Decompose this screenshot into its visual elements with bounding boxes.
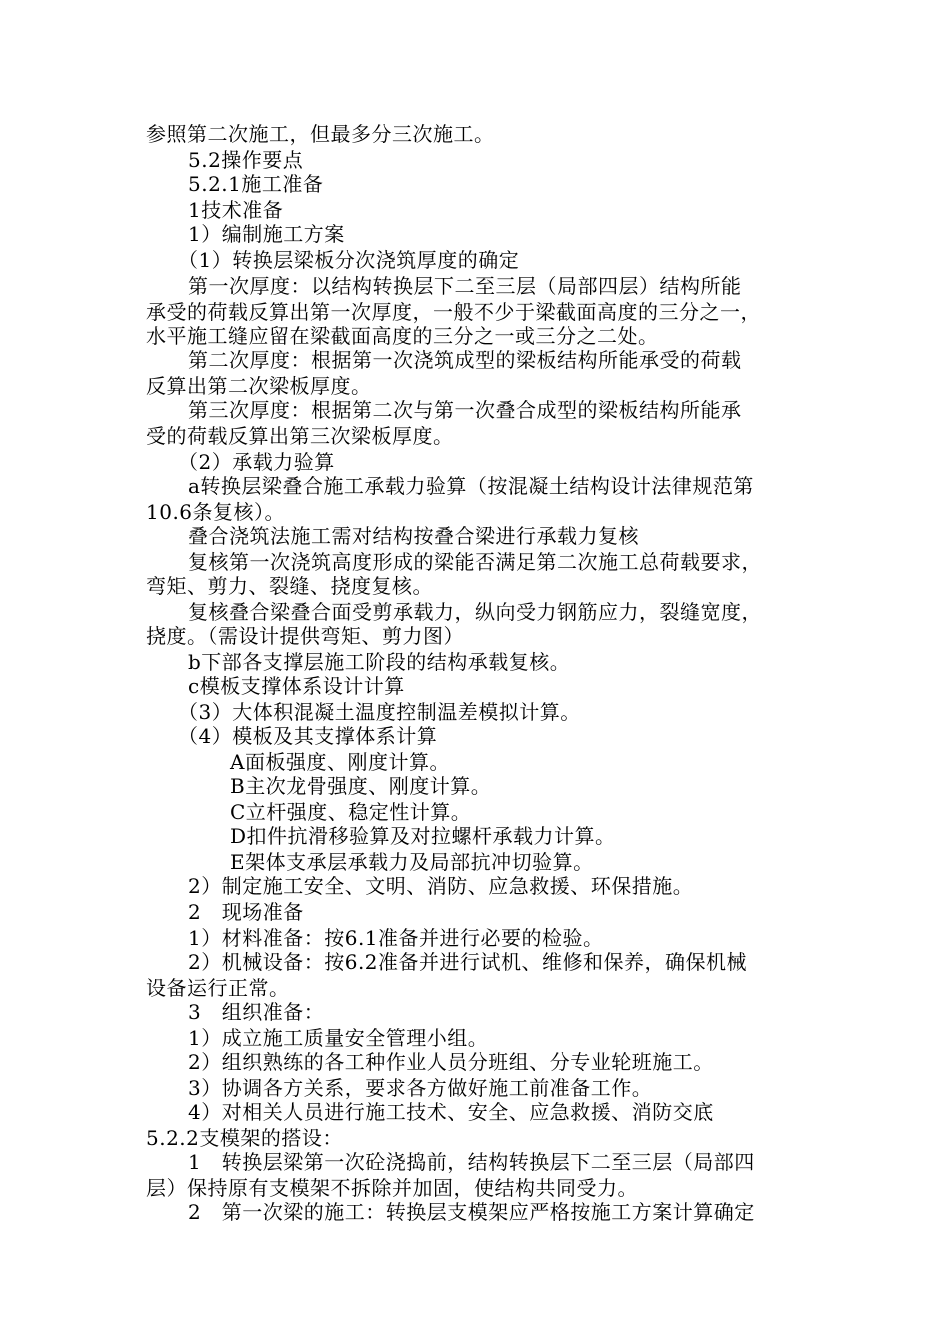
text-line: 2）制定施工安全、文明、消防、应急救援、环保措施。 xyxy=(188,874,694,898)
text-line: a转换层梁叠合施工承载力验算（按混凝土结构设计法律规范第 xyxy=(188,474,754,498)
text-line: 复核叠合梁叠合面受剪承载力，纵向受力钢筋应力，裂缝宽度， xyxy=(188,600,762,624)
list-item: C立杆强度、稳定性计算。 xyxy=(230,800,472,824)
text-line: c模板支撑体系设计计算 xyxy=(188,674,405,698)
text-line: 1 转换层梁第一次砼浇捣前，结构转换层下二至三层（局部四 xyxy=(188,1150,755,1174)
text-line: 弯矩、剪力、裂缝、挠度复核。 xyxy=(146,574,433,598)
text-line: 反算出第二次梁板厚度。 xyxy=(146,374,372,398)
text-line: 承受的荷载反算出第一次厚度，一般不少于梁截面高度的三分之一， xyxy=(146,300,761,324)
text-line: 水平施工缝应留在梁截面高度的三分之一或三分之二处。 xyxy=(146,324,659,348)
text-line: 复核第一次浇筑高度形成的梁能否满足第二次施工总荷载要求， xyxy=(188,550,762,574)
text-line: 第一次厚度：以结构转换层下二至三层（局部四层）结构所能 xyxy=(188,274,742,298)
text-line: 参照第二次施工，但最多分三次施工。 xyxy=(146,122,495,146)
list-item: D扣件抗滑移验算及对拉螺杆承载力计算。 xyxy=(230,824,616,848)
text-line: 1）成立施工质量安全管理小组。 xyxy=(188,1026,489,1050)
text-line: 4）对相关人员进行施工技术、安全、应急救援、消防交底 xyxy=(188,1100,714,1124)
text-line: 层）保持原有支模架不拆除并加固，使结构共同受力。 xyxy=(146,1176,638,1200)
list-item: A面板强度、刚度计算。 xyxy=(230,750,450,774)
text-line: 3）协调各方关系，要求各方做好施工前准备工作。 xyxy=(188,1076,653,1100)
text-line: 受的荷载反算出第三次梁板厚度。 xyxy=(146,424,454,448)
text-line: 2 第一次梁的施工：转换层支模架应严格按施工方案计算确定 xyxy=(188,1200,755,1224)
text-line: 2）机械设备：按6.2准备并进行试机、维修和保养，确保机械 xyxy=(188,950,748,974)
text-line: （2）承载力验算 xyxy=(178,450,335,474)
subsection-heading: 5.2.1施工准备 xyxy=(188,172,324,196)
text-line: 10.6条复核）。 xyxy=(146,500,286,524)
list-item: B主次龙骨强度、刚度计算。 xyxy=(230,774,492,798)
text-line: 叠合浇筑法施工需对结构按叠合梁进行承载力复核 xyxy=(188,524,639,548)
text-line: 3 组织准备： xyxy=(188,1000,325,1024)
text-line: 第三次厚度：根据第二次与第一次叠合成型的梁板结构所能承 xyxy=(188,398,742,422)
text-line: 第二次厚度：根据第一次浇筑成型的梁板结构所能承受的荷载 xyxy=(188,348,742,372)
text-line: 2）组织熟练的各工种作业人员分班组、分专业轮班施工。 xyxy=(188,1050,714,1074)
text-line: 1）材料准备：按6.1准备并进行必要的检验。 xyxy=(188,926,604,950)
text-line: 2 现场准备 xyxy=(188,900,304,924)
text-line: 设备运行正常。 xyxy=(146,976,290,1000)
text-line: （4）模板及其支撑体系计算 xyxy=(178,724,438,748)
list-item: E架体支承层承载力及局部抗冲切验算。 xyxy=(230,850,594,874)
text-line: （1）转换层梁板分次浇筑厚度的确定 xyxy=(178,248,520,272)
text-line: 挠度。（需设计提供弯矩、剪力图） xyxy=(146,624,464,648)
text-line: b下部各支撑层施工阶段的结构承载复核。 xyxy=(188,650,571,674)
subsection-heading: 5.2.2支模架的搭设： xyxy=(146,1126,343,1150)
section-heading: 5.2操作要点 xyxy=(188,148,304,172)
text-line: 1技术准备 xyxy=(188,198,284,222)
text-line: （3）大体积混凝土温度控制温差模拟计算。 xyxy=(178,700,581,724)
text-line: 1）编制施工方案 xyxy=(188,222,345,246)
